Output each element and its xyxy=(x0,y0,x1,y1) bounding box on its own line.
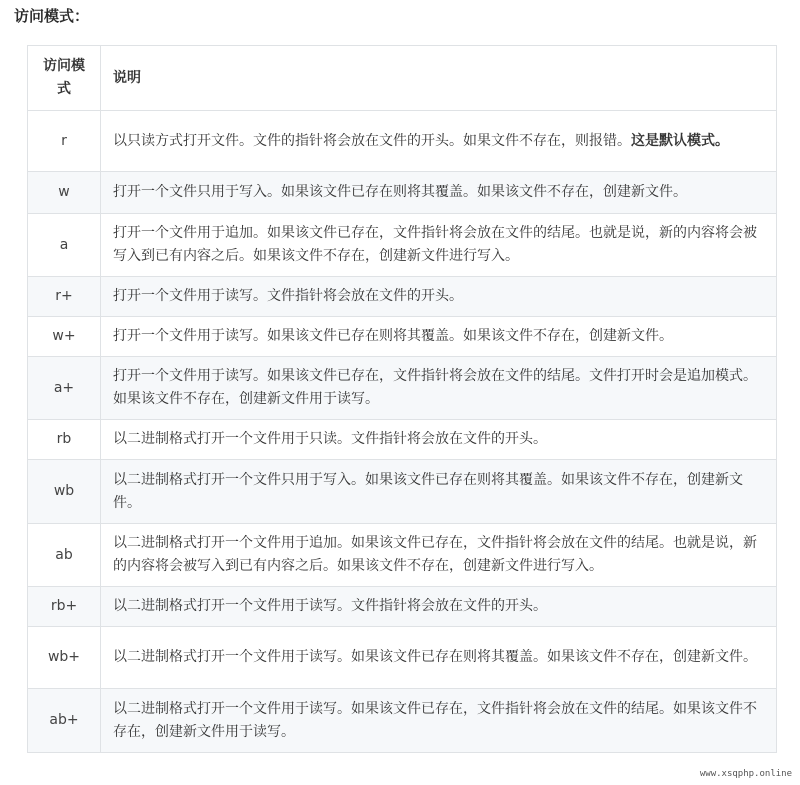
description-cell: 以二进制格式打开一个文件用于读写。文件指针将会放在文件的开头。 xyxy=(101,587,777,627)
default-mode-note: 这是默认模式。 xyxy=(631,132,729,149)
mode-cell: a xyxy=(28,214,101,277)
description-cell xyxy=(101,111,777,172)
description-cell: 打开一个文件只用于写入。如果该文件已存在则将其覆盖。如果该文件不存在，创建新文件。 xyxy=(101,172,777,214)
section-heading: 访问模式： xyxy=(14,7,90,25)
table-header-row xyxy=(28,46,777,111)
table-row xyxy=(28,689,777,753)
table-row xyxy=(28,524,777,587)
mode-cell: w+ xyxy=(28,317,101,357)
description-cell: 打开一个文件用于追加。如果该文件已存在，文件指针将会放在文件的结尾。也就是说，新的内容将会被写入到已有内容之后。如果该文件不存在，创建新文件进行写入。 xyxy=(101,214,777,277)
table-row xyxy=(28,460,777,524)
description-cell: 打开一个文件用于读写。如果该文件已存在则将其覆盖。如果该文件不存在，创建新文件。 xyxy=(101,317,777,357)
table-row xyxy=(28,587,777,627)
description-cell: 以二进制格式打开一个文件用于读写。如果该文件已存在，文件指针将会放在文件的结尾。如果该文件不存在，创建新文件用于读写。 xyxy=(101,689,777,753)
table-row xyxy=(28,172,777,214)
table-row xyxy=(28,420,777,460)
description-text: 以只读方式打开文件。文件的指针将会放在文件的开头。如果文件不存在，则报错。 xyxy=(113,132,631,149)
mode-cell: wb xyxy=(28,460,101,524)
table-row xyxy=(28,317,777,357)
access-mode-table xyxy=(27,45,777,753)
table-row xyxy=(28,277,777,317)
site-watermark: www.xsqphp.online xyxy=(699,769,792,779)
table-row xyxy=(28,357,777,420)
mode-cell: a+ xyxy=(28,357,101,420)
table-row xyxy=(28,627,777,689)
description-cell: 以二进制格式打开一个文件用于追加。如果该文件已存在，文件指针将会放在文件的结尾。也就是说，新的内容将会被写入到已有内容之后。如果该文件不存在，创建新文件进行写入。 xyxy=(101,524,777,587)
mode-cell: ab xyxy=(28,524,101,587)
mode-cell: wb+ xyxy=(28,627,101,689)
header-description: 说明 xyxy=(101,46,777,111)
mode-cell: rb xyxy=(28,420,101,460)
description-cell: 以二进制格式打开一个文件只用于写入。如果该文件已存在则将其覆盖。如果该文件不存在，创建新文件。 xyxy=(101,460,777,524)
mode-cell: ab+ xyxy=(28,689,101,753)
description-cell: 以二进制格式打开一个文件用于只读。文件指针将会放在文件的开头。 xyxy=(101,420,777,460)
description-cell: 以二进制格式打开一个文件用于读写。如果该文件已存在则将其覆盖。如果该文件不存在，创建新文件。 xyxy=(101,627,777,689)
mode-cell: r xyxy=(28,111,101,172)
table-row xyxy=(28,214,777,277)
table-row xyxy=(28,111,777,172)
mode-cell: w xyxy=(28,172,101,214)
mode-cell: r+ xyxy=(28,277,101,317)
mode-cell: rb+ xyxy=(28,587,101,627)
description-cell: 打开一个文件用于读写。文件指针将会放在文件的开头。 xyxy=(101,277,777,317)
header-mode: 访问模式 xyxy=(28,46,101,111)
description-cell: 打开一个文件用于读写。如果该文件已存在，文件指针将会放在文件的结尾。文件打开时会是追加模式。如果该文件不存在，创建新文件用于读写。 xyxy=(101,357,777,420)
